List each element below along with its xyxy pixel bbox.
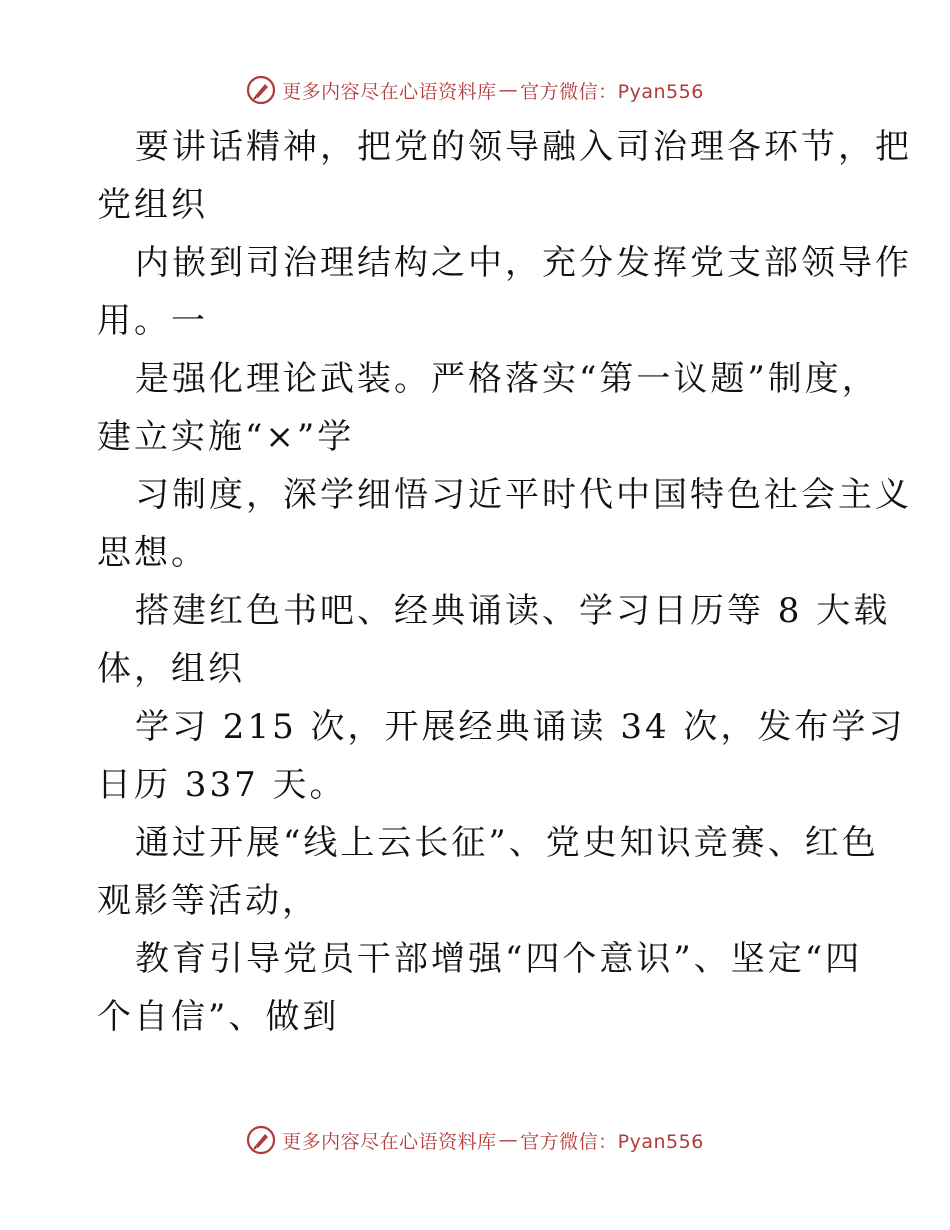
body-line: 学习 215 次，开展经典诵读 34 次，发布学习 [135, 707, 906, 747]
header-wechat-text: 官方微信：Pyan556 [520, 80, 704, 103]
body-line: 建立实施“×”学 [97, 417, 355, 457]
body-line: 是强化理论武装。严格落实“第一议题”制度， [135, 359, 879, 399]
body-line: 内嵌到司治理结构之中，充分发挥党支部领导作 [135, 243, 912, 283]
body-line: 观影等活动， [97, 881, 319, 921]
pen-nib-logo-icon [246, 75, 276, 105]
body-line: 搭建红色书吧、经典诵读、学习日历等 8 大载 [135, 591, 891, 631]
body-line: 习制度，深学细悟习近平时代中国特色社会主义 [135, 475, 912, 515]
body-line: 用。一 [97, 301, 208, 341]
body-line: 体，组织 [97, 649, 245, 689]
footer-wechat-text: 官方微信：Pyan556 [520, 1130, 704, 1153]
body-line: 个自信”、做到 [97, 997, 340, 1037]
header-dash: — [498, 79, 519, 101]
footer-site-text: 更多内容尽在心语资料库 [282, 1130, 497, 1153]
body-line: 党组织 [97, 185, 208, 225]
body-line: 教育引导党员干部增强“四个意识”、坚定“四 [135, 939, 863, 979]
footer-dash: — [498, 1129, 519, 1151]
body-line: 思想。 [97, 533, 208, 573]
header-banner [0, 70, 950, 110]
body-line: 通过开展“线上云长征”、党史知识竞赛、红色 [135, 823, 879, 863]
body-text [97, 118, 912, 1046]
body-line: 日历 337 天。 [97, 765, 347, 805]
footer-banner [0, 1120, 950, 1160]
header-site-text: 更多内容尽在心语资料库 [282, 80, 497, 103]
pen-nib-logo-icon [246, 1125, 276, 1155]
body-line: 要讲话精神，把党的领导融入司治理各环节，把 [135, 127, 912, 167]
